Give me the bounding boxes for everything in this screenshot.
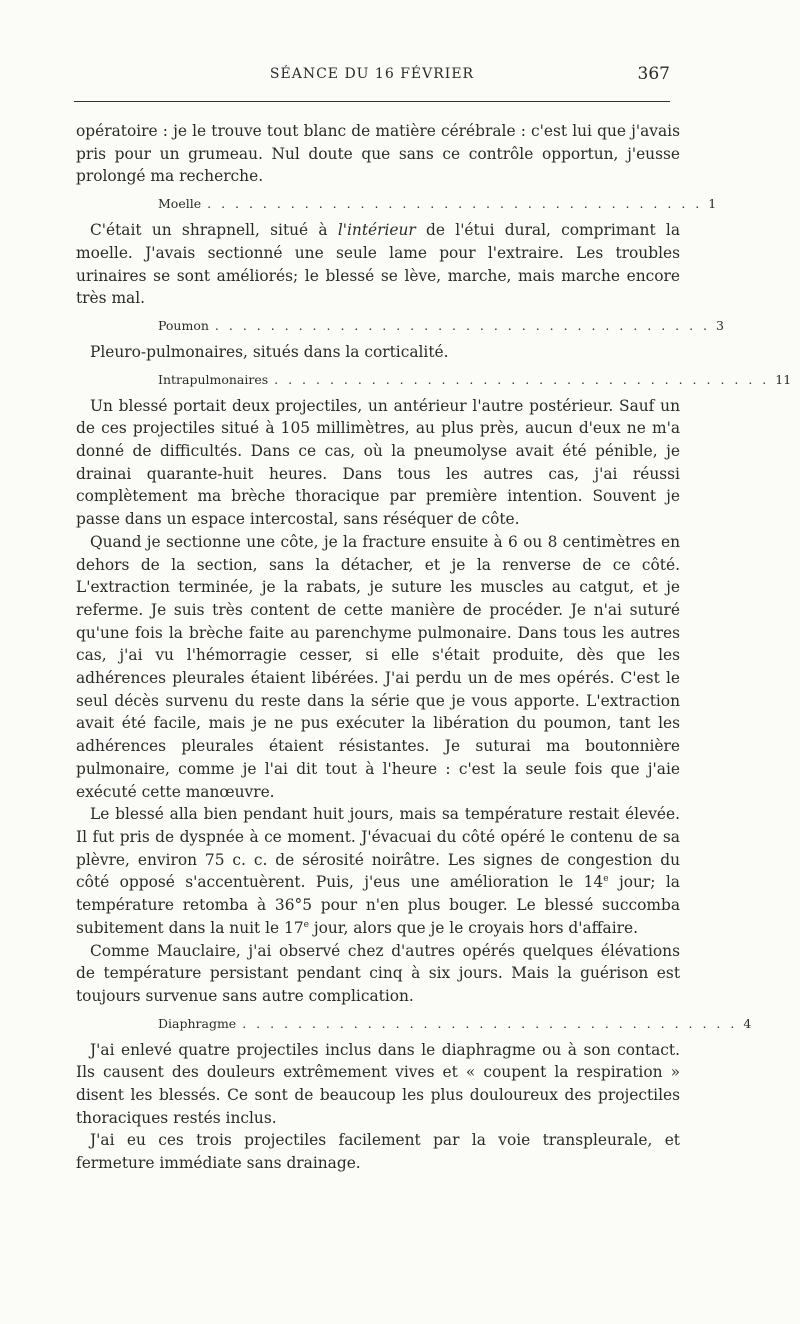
superscript: e (303, 919, 309, 930)
superscript: e (603, 874, 609, 885)
entry-label: Poumon (158, 317, 209, 333)
page-number: 367 (637, 64, 670, 84)
entry-moelle (158, 194, 717, 214)
paragraph-6 (76, 803, 680, 939)
paragraph-7: Comme Mauclaire, j'ai observé chez d'autres opérés quelques élévations de température persistant pendant cinq à six jours. Mais la guérison est toujours survenue sans autre complication. (76, 941, 680, 1005)
paragraph-2-part-a: C'était un shrapnell, situé à (90, 221, 338, 240)
dot-leader: . . . . . . . . . . . . . . . . . . . . . . . . . . . . . . . . . . . . (207, 196, 703, 212)
paragraph-6-part-b: jour; la température retomba à 36°5 pour n'en plus bouger. Le blessé succomba subitement dans la nuit le 17 (76, 873, 680, 937)
entry-intrapulmonaires (158, 370, 792, 390)
entry-label: Intrapulmonaires (158, 371, 269, 387)
paragraph-5: Quand je sectionne une côte, je la fracture ensuite à 6 ou 8 centimètres en dehors de la section, sans la détacher, et je la renverse de ce côté. L'extraction terminée, je la rabats, je suture les muscles au catgut, et je referme. Je suis très content de cette manière de procéder. Je n'ai suturé qu'une fois la brèche faite au parenchyme pulmonaire. Dans tous les autres cas, j'ai vu l'hémorragie cesser, si elle s'était produite, dès que les adhérences pleurales étaient libérées. J'ai perdu un de mes opérés. C'est le seul décès survenu du reste dans la série que je vous apporte. L'extraction avait été facile, mais je ne pus exécuter la libération du poumon, tant les adhérences pleurales étaient résistantes. Je suturai ma boutonnière pulmonaire, comme je l'ai dit tout à l'heure : c'est la seule fois que j'aie exécuté cette manœuvre. (76, 532, 680, 801)
paragraph-4: Un blessé portait deux projectiles, un antérieur l'autre postérieur. Sauf un de ces projectiles situé à 105 millimètres, au plus près, aucun d'eux ne m'a donné de difficultés. Dans ce cas, où la pneumolyse avait été pénible, je drainai quarante-huit heures. Dans tous les autres cas, j'ai réussi complètement ma brèche thoracique par première intention. Souvent je passe dans un espace intercostal, sans réséquer de côte. (76, 396, 680, 529)
paragraph-2-part-b: de l'étui dural, comprimant la moelle. J'avais sectionné une seule lame pour l'extraire. Les troubles urinaires se sont améliorés; le blessé se lève, marche, mais marche encore très mal. (76, 221, 680, 308)
running-title: SÉANCE DU 16 FÉVRIER (269, 66, 475, 82)
dot-leader: . . . . . . . . . . . . . . . . . . . . . . . . . . . . . . . . . . . . (242, 1015, 738, 1031)
entry-count: 1 (708, 196, 717, 212)
entry-poumon (158, 316, 724, 336)
paragraph-2-italic: l'intérieur (337, 221, 416, 240)
body-text (76, 120, 792, 1175)
entry-label: Moelle (158, 196, 202, 212)
paragraph-8: J'ai enlevé quatre projectiles inclus dans le diaphragme ou à son contact. Ils causent des douleurs extrêmement vives et « coupent la respiration » disent les blessés. Ce sont de beaucoup les plus douloureux des projectiles thoraciques restés inclus. (76, 1040, 680, 1127)
dot-leader: . . . . . . . . . . . . . . . . . . . . . . . . . . . . . . . . . . . . (214, 317, 711, 333)
paragraph-2 (76, 219, 680, 310)
entry-diaphragme (158, 1014, 752, 1034)
paragraph-6-part-c: jour, alors que je le croyais hors d'affaire. (308, 918, 639, 937)
entry-count: 4 (743, 1015, 752, 1031)
paragraph-1: opératoire : je le trouve tout blanc de matière cérébrale : c'est lui que j'avais pris pour un grumeau. Nul doute que sans ce contrôle opportun, j'eusse prolongé ma recherche. (76, 122, 680, 186)
dot-leader: . . . . . . . . . . . . . . . . . . . . . . . . . . . . . . . . . . . . (274, 371, 770, 387)
entry-count: 11 (775, 371, 792, 387)
page-header (74, 66, 670, 90)
paragraph-9: J'ai eu ces trois projectiles facilement par la voie transpleurale, et fermeture immédiate sans drainage. (76, 1131, 680, 1173)
entry-count: 3 (716, 317, 724, 333)
header-rule (74, 101, 670, 102)
paragraph-3: Pleuro-pulmonaires, situés dans la corticalité. (90, 342, 449, 361)
paragraph-6-part-a: Le blessé alla bien pendant huit jours, mais sa température restait élevée. Il fut pris de dyspnée à ce moment. J'évacuai du côté opéré le contenu de sa plèvre, environ 75 c. c. de sérosité noirâtre. Les signes de congestion du côté opposé s'accentuèrent. Puis, j'eus une amélioration le 14 (76, 805, 680, 892)
entry-label: Diaphragme (158, 1015, 237, 1031)
